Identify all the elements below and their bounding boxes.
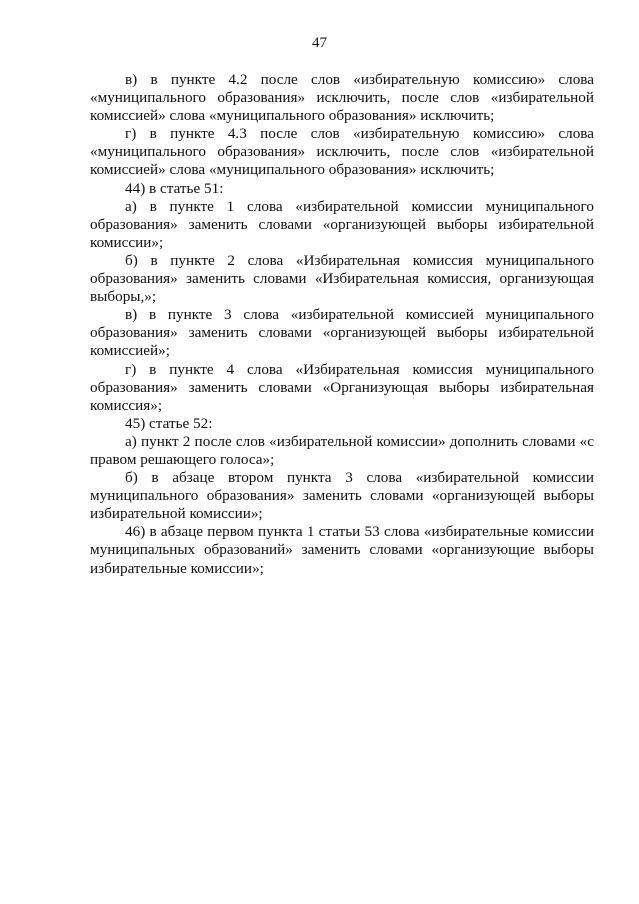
paragraph-article-51: 44) в статье 51: <box>125 179 224 197</box>
paragraph-item-a-point-2: а) пункт 2 после слов «избирательной комиссии» дополнить словами «с правом решающего голоса»; <box>90 432 594 468</box>
page-number: 47 <box>312 35 327 51</box>
paragraph-item-v-4-2: в) в пункте 4.2 после слов «избирательную комиссию» слова «муниципального образования» исключить, после слов «избирательной комиссией» слова «муниципального образования» исключить; <box>90 71 594 125</box>
paragraph-item-g-4-3: г) в пункте 4.3 после слов «избирательную комиссию» слова «муниципального образования» исключить, после слов «избирательной комиссией» слова «муниципального образования» исключить; <box>90 125 594 179</box>
paragraph-item-b-point-3: б) в абзаце втором пункта 3 слова «избирательной комиссии муниципального образования» заменить словами «организующей выборы избирательной комиссии»; <box>90 469 594 523</box>
document-body <box>90 71 594 578</box>
paragraph-item-v-point-3: в) в пункте 3 слова «избирательной комиссией муниципального образования» заменить словами «организующей выборы избирательной комиссией»; <box>90 306 594 360</box>
paragraph-article-53: 46) в абзаце первом пункта 1 статьи 53 слова «избирательные комиссии муниципальных образований» заменить словами «организующие выборы избирательные комиссии»; <box>90 523 594 577</box>
paragraph-article-52: 45) статье 52: <box>125 414 213 432</box>
paragraph-item-g-point-4: г) в пункте 4 слова «Избирательная комиссия муниципального образования» заменить словами «Организующая выборы избирательная комиссия»; <box>90 360 594 414</box>
paragraph-item-a-point-1: а) в пункте 1 слова «избирательной комиссии муниципального образования» заменить словами «организующей выборы избирательной комиссии»; <box>90 197 594 251</box>
paragraph-item-b-point-2: б) в пункте 2 слова «Избирательная комиссия муниципального образования» заменить словами «Избирательная комиссия, организующая выборы,»; <box>90 251 594 306</box>
